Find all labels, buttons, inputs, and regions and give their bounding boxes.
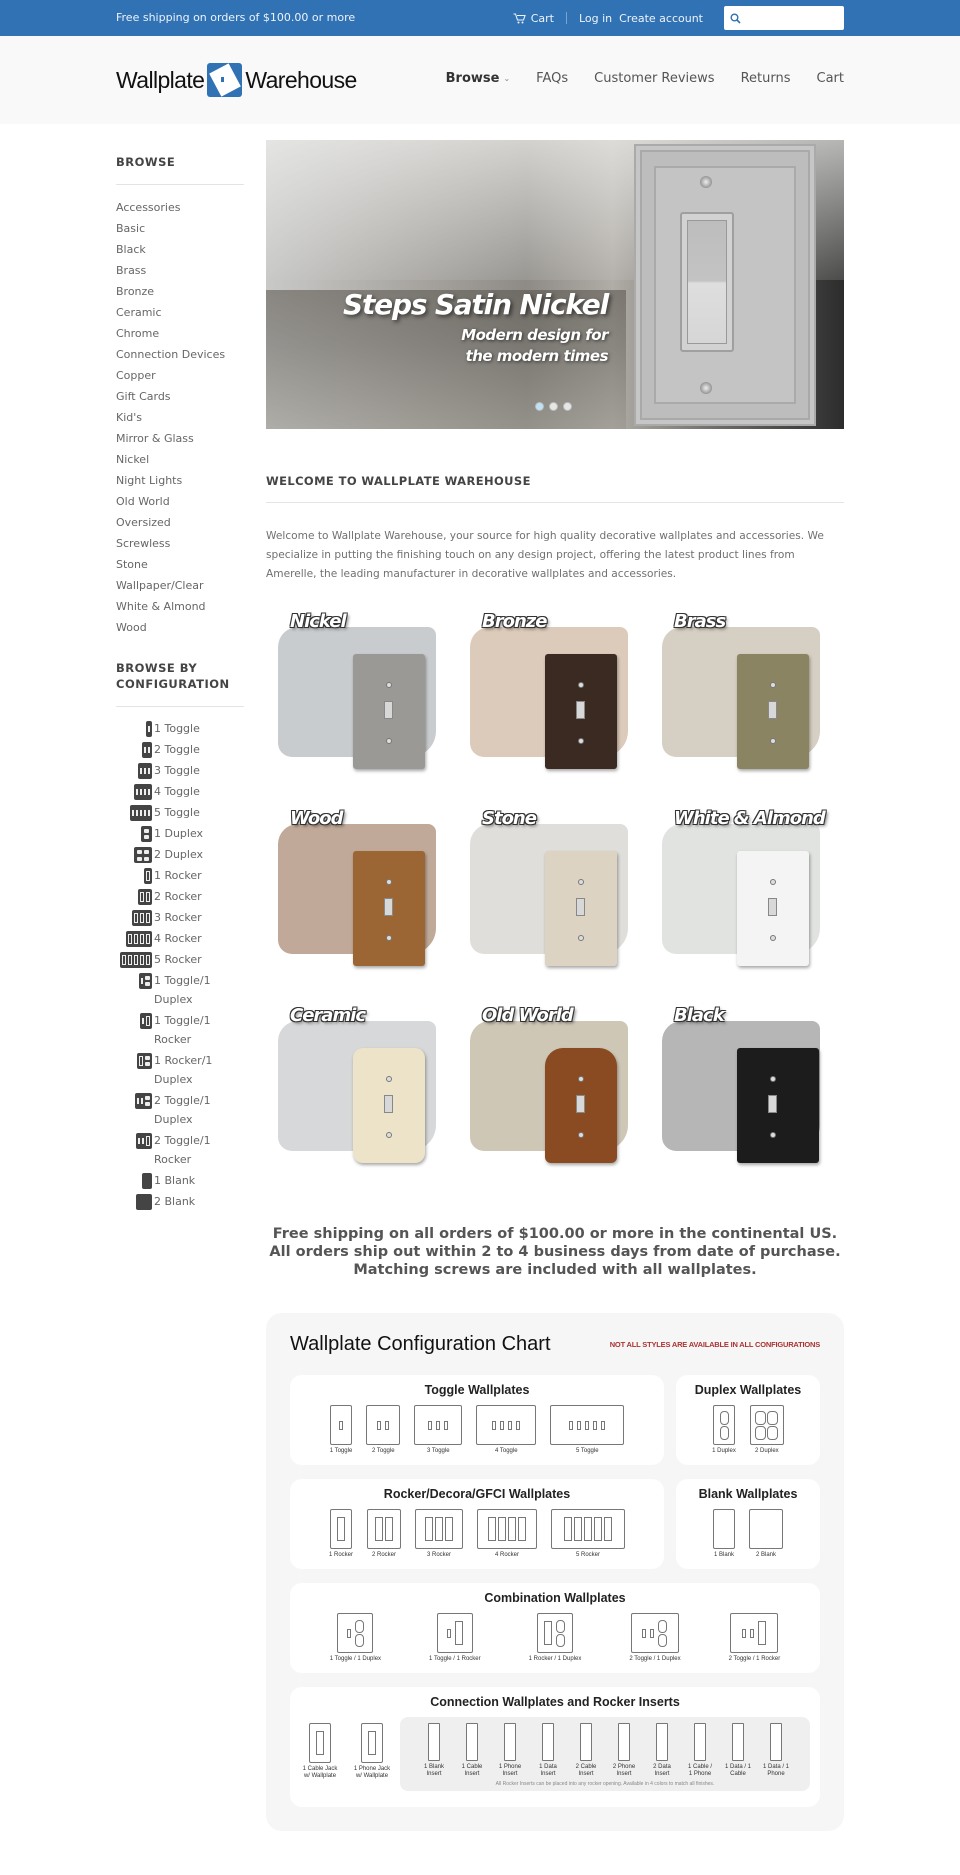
item-label: 2 Rocker xyxy=(371,1552,396,1558)
config-label: 5 Rocker xyxy=(154,953,202,966)
rocker-1-icon xyxy=(144,868,152,884)
finish-tile-bronze[interactable] xyxy=(458,611,650,789)
site-logo[interactable] xyxy=(116,63,357,97)
shipping-line: Free shipping on all orders of $100.00 or more in the continental US. xyxy=(272,1226,838,1242)
duplex-1-plate-icon xyxy=(713,1405,735,1445)
toggle-2-icon xyxy=(142,742,152,758)
toggle-4-icon xyxy=(134,784,152,800)
box-title: Blank Wallplates xyxy=(698,1487,798,1501)
insert-icon xyxy=(656,1723,668,1761)
toggle-rocker-plate-icon xyxy=(437,1613,473,1653)
item-label: 2 Cable Insert xyxy=(575,1764,597,1777)
duplex-wallplates-box xyxy=(676,1375,820,1465)
blank-1-plate-icon xyxy=(713,1509,735,1549)
item-label: 1 Toggle xyxy=(329,1448,353,1454)
item-label: 3 Rocker xyxy=(426,1552,451,1558)
rocker-3-plate-icon xyxy=(415,1509,463,1549)
config-label: 1 Toggle/1 Duplex xyxy=(154,974,211,1006)
divider xyxy=(116,184,244,185)
item-label: 1 Toggle / 1 Rocker xyxy=(429,1656,481,1662)
config-link[interactable] xyxy=(116,1051,244,1089)
shipping-line: All orders ship out within 2 to 4 business days from date of purchase. xyxy=(269,1244,841,1260)
category-link[interactable]: Stone xyxy=(116,558,148,571)
config-link[interactable] xyxy=(116,866,244,885)
logo-wallplate-icon xyxy=(207,63,242,97)
box-title: Duplex Wallplates xyxy=(694,1383,802,1397)
category-link[interactable]: Connection Devices xyxy=(116,348,226,361)
category-link[interactable]: Night Lights xyxy=(116,474,183,487)
hero-slideshow[interactable] xyxy=(266,140,844,429)
category-link[interactable]: Basic xyxy=(116,222,146,235)
nav-browse[interactable] xyxy=(446,71,511,86)
config-link[interactable] xyxy=(116,1091,244,1129)
item-label: 4 Toggle xyxy=(494,1448,518,1454)
item-label: 1 Data Insert xyxy=(539,1764,557,1777)
welcome-text: Welcome to Wallplate Warehouse, your source for high quality decorative wallplates and accessories. We specialize in putting the finishing touch on any design project, offering the latest product lines from Amerelle, the leading manufacturer in decorative wallplates and accessories. xyxy=(266,530,824,580)
category-link[interactable]: Oversized xyxy=(116,516,171,529)
config-heading: BROWSE BY CONFIGURATION xyxy=(116,661,230,691)
slide-dot-3[interactable] xyxy=(563,402,572,411)
search-icon[interactable] xyxy=(730,13,741,24)
blank-wallplates-box xyxy=(676,1479,820,1569)
toggle2-duplex-plate-icon xyxy=(631,1613,679,1653)
category-link[interactable]: Chrome xyxy=(116,327,160,340)
hero-subtitle-line1: Modern design for xyxy=(461,326,608,344)
config-link[interactable] xyxy=(116,908,244,927)
duplex-2-plate-icon xyxy=(750,1405,784,1445)
finish-tile-white-almond[interactable] xyxy=(650,808,842,986)
config-link[interactable] xyxy=(116,824,244,843)
config-label: 1 Rocker xyxy=(154,869,202,882)
welcome-heading: WELCOME TO WALLPLATE WAREHOUSE xyxy=(266,474,531,488)
finish-tile-ceramic[interactable] xyxy=(266,1005,458,1183)
config-label: 5 Toggle xyxy=(154,806,200,819)
item-label: 5 Toggle xyxy=(575,1448,599,1454)
hero-title: Steps Satin Nickel xyxy=(343,288,608,321)
category-link[interactable]: Ceramic xyxy=(116,306,162,319)
category-list xyxy=(116,197,244,638)
config-label: 2 Blank xyxy=(154,1195,196,1208)
config-label: 1 Rocker/1 Duplex xyxy=(154,1054,213,1086)
finish-tile-stone[interactable] xyxy=(458,808,650,986)
toggle-5-plate-icon xyxy=(550,1405,624,1445)
category-link[interactable]: Nickel xyxy=(116,453,150,466)
box-title: Rocker/Decora/GFCI Wallplates xyxy=(383,1487,571,1501)
finish-tile-brass[interactable] xyxy=(650,611,842,789)
divider xyxy=(116,706,244,707)
browse-heading: BROWSE xyxy=(116,155,176,169)
finish-tile-old-world[interactable] xyxy=(458,1005,650,1183)
config-link[interactable] xyxy=(116,845,244,864)
finish-label: Wood xyxy=(290,808,343,829)
config-link[interactable] xyxy=(116,971,244,1009)
account-links xyxy=(513,6,844,30)
config-label: 4 Rocker xyxy=(154,932,202,945)
item-label: 1 Cable Insert xyxy=(461,1764,483,1777)
config-link[interactable] xyxy=(116,887,244,906)
inserts-footnote: All Rocker Inserts can be placed into any rocker opening. Available in 4 colors to match all finishes. xyxy=(495,1781,715,1787)
item-label: 1 Toggle / 1 Duplex xyxy=(329,1656,382,1662)
box-title: Connection Wallplates and Rocker Inserts xyxy=(430,1695,680,1709)
rocker-duplex-plate-icon xyxy=(537,1613,573,1653)
toggle-duplex-plate-icon xyxy=(337,1613,373,1653)
hero-wallplate-image xyxy=(640,150,810,420)
insert-icon xyxy=(732,1723,744,1761)
sidebar xyxy=(116,140,244,1871)
insert-icon xyxy=(694,1723,706,1761)
rocker-duplex-icon xyxy=(137,1053,152,1069)
login-link[interactable]: Log in xyxy=(578,11,613,25)
config-label: 4 Toggle xyxy=(154,785,200,798)
finish-tile-wood[interactable] xyxy=(266,808,458,986)
screw-icon xyxy=(700,176,712,188)
item-label: 1 Rocker xyxy=(328,1552,353,1558)
chevron-down-icon: ⌄ xyxy=(503,74,511,83)
finish-label: Nickel xyxy=(290,611,346,632)
config-link[interactable] xyxy=(116,803,244,822)
box-title: Combination Wallplates xyxy=(484,1591,626,1605)
toggle-1-icon xyxy=(146,721,152,737)
hero-subtitle xyxy=(461,325,608,367)
slide-dot-1[interactable] xyxy=(535,402,544,411)
nav-browse-label: Browse xyxy=(445,71,500,86)
insert-icon xyxy=(770,1723,782,1761)
main-nav xyxy=(446,71,844,86)
cart-icon xyxy=(513,13,526,24)
combination-wallplates-box xyxy=(290,1583,820,1673)
config-link[interactable] xyxy=(116,1192,244,1211)
finish-grid xyxy=(266,611,844,1183)
chart-note: NOT ALL STYLES ARE AVAILABLE IN ALL CONFIGURATIONS xyxy=(609,1339,820,1349)
insert-icon xyxy=(618,1723,630,1761)
config-label: 1 Toggle/1 Rocker xyxy=(154,1014,211,1046)
toggle-5-icon xyxy=(130,805,152,821)
screw-icon xyxy=(700,382,712,394)
rocker-inserts-panel xyxy=(400,1717,810,1791)
item-label: 1 Blank Insert xyxy=(423,1764,444,1777)
blank-2-plate-icon xyxy=(749,1509,783,1549)
toggle2-duplex-icon xyxy=(135,1093,152,1109)
configuration-chart xyxy=(266,1313,844,1831)
config-label: 2 Toggle/1 Duplex xyxy=(154,1094,211,1126)
config-link[interactable] xyxy=(116,719,244,738)
category-link[interactable]: Copper xyxy=(116,369,156,382)
create-account-link[interactable]: Create account xyxy=(619,11,703,25)
cart-label: Cart xyxy=(530,11,554,25)
rocker-4-plate-icon xyxy=(477,1509,537,1549)
configuration-list xyxy=(116,719,244,1211)
top-cart-link[interactable] xyxy=(513,12,554,25)
finish-label: Ceramic xyxy=(290,1005,366,1026)
rocker-2-icon xyxy=(138,889,152,905)
finish-label: Old World xyxy=(482,1005,573,1026)
duplex-1-icon xyxy=(141,826,152,842)
connection-wallplates-box xyxy=(290,1687,820,1807)
logo-text-left: Wallplate xyxy=(116,66,205,93)
divider xyxy=(566,12,567,24)
config-label: 1 Toggle xyxy=(154,722,200,735)
search-input[interactable] xyxy=(745,8,841,28)
item-label: 1 Duplex xyxy=(712,1448,736,1454)
rocker-3-icon xyxy=(132,910,152,926)
insert-icon xyxy=(504,1723,516,1761)
config-link[interactable] xyxy=(116,929,244,948)
item-label: 2 Toggle / 1 Rocker xyxy=(728,1656,781,1662)
hero-subtitle-line2: the modern times xyxy=(465,347,608,365)
category-link[interactable]: Black xyxy=(116,243,146,256)
toggle-rocker-icon xyxy=(140,1013,152,1029)
category-link[interactable]: Bronze xyxy=(116,285,155,298)
nav-returns[interactable]: Returns xyxy=(740,71,791,86)
item-label: 2 Toggle / 1 Duplex xyxy=(629,1656,681,1662)
item-label: 3 Toggle xyxy=(426,1448,450,1454)
config-label: 2 Toggle xyxy=(154,743,200,756)
rocker-5-plate-icon xyxy=(551,1509,625,1549)
shipping-notice xyxy=(266,1225,844,1279)
insert-icon xyxy=(466,1723,478,1761)
slide-dot-2[interactable] xyxy=(549,402,558,411)
blank-1-icon xyxy=(142,1173,152,1189)
nav-customer-reviews[interactable]: Customer Reviews xyxy=(594,71,715,86)
item-label: 1 Phone Jack w/ Wallplate xyxy=(353,1766,391,1779)
shipping-line: Matching screws are included with all wallplates. xyxy=(353,1262,757,1278)
toggle-4-plate-icon xyxy=(476,1405,536,1445)
category-link[interactable]: Brass xyxy=(116,264,147,277)
nav-faqs[interactable]: FAQs xyxy=(536,71,569,86)
insert-icon xyxy=(580,1723,592,1761)
finish-label: White & Almond xyxy=(674,808,825,829)
config-link[interactable] xyxy=(116,950,244,969)
item-label: 1 Rocker / 1 Duplex xyxy=(528,1656,582,1662)
config-label: 1 Blank xyxy=(154,1174,196,1187)
insert-icon xyxy=(428,1723,440,1761)
item-label: 2 Duplex xyxy=(755,1448,779,1454)
config-label: 1 Duplex xyxy=(154,827,204,840)
category-link[interactable]: Wallpaper/Clear xyxy=(116,579,204,592)
finish-tile-nickel[interactable] xyxy=(266,611,458,789)
item-label: 1 Data / 1 Phone xyxy=(762,1764,789,1777)
nav-cart[interactable]: Cart xyxy=(816,71,844,86)
finish-label: Brass xyxy=(674,611,726,632)
logo-text-right: Warehouse xyxy=(245,66,357,93)
item-label: 2 Toggle xyxy=(371,1448,395,1454)
item-label: 2 Blank xyxy=(755,1552,776,1558)
config-link[interactable] xyxy=(116,1171,244,1190)
free-shipping-text: Free shipping on orders of $100.00 or more xyxy=(116,11,356,24)
config-link[interactable] xyxy=(116,1131,244,1169)
toggle-duplex-icon xyxy=(139,973,152,989)
config-label: 2 Toggle/1 Rocker xyxy=(154,1134,211,1166)
toggle-3-plate-icon xyxy=(414,1405,462,1445)
insert-icon xyxy=(542,1723,554,1761)
category-link[interactable]: Kid's xyxy=(116,411,143,424)
toggle-wallplates-box xyxy=(290,1375,664,1465)
category-link[interactable]: White & Almond xyxy=(116,600,206,613)
item-label: 1 Data / 1 Cable xyxy=(724,1764,751,1777)
finish-label: Bronze xyxy=(482,611,547,632)
item-label: 1 Phone Insert xyxy=(498,1764,522,1777)
rocker-1-plate-icon xyxy=(330,1509,352,1549)
chart-title: Wallplate Configuration Chart xyxy=(290,1332,551,1355)
item-label: 5 Rocker xyxy=(575,1552,600,1558)
item-label: 1 Cable / 1 Phone xyxy=(687,1764,712,1777)
rocker-5-icon xyxy=(120,952,152,968)
divider xyxy=(266,502,844,503)
announcement-bar xyxy=(0,0,960,36)
category-link[interactable]: Screwless xyxy=(116,537,171,550)
item-label: 2 Data Insert xyxy=(653,1764,671,1777)
site-header xyxy=(0,36,960,124)
duplex-2-icon xyxy=(134,847,152,863)
category-link[interactable]: Accessories xyxy=(116,201,181,214)
cable-jack-plate-icon xyxy=(309,1723,331,1763)
finish-tile-black[interactable] xyxy=(650,1005,842,1183)
slide-indicators xyxy=(535,402,572,411)
search-box[interactable] xyxy=(724,6,844,30)
category-link[interactable]: Mirror & Glass xyxy=(116,432,194,445)
toggle2-rocker-icon xyxy=(136,1133,152,1149)
main-content xyxy=(266,140,844,1871)
toggle-3-icon xyxy=(138,763,152,779)
item-label: 2 Phone Insert xyxy=(612,1764,636,1777)
toggle-2-plate-icon xyxy=(366,1405,400,1445)
config-link[interactable] xyxy=(116,740,244,759)
config-link[interactable] xyxy=(116,1011,244,1049)
config-label: 2 Rocker xyxy=(154,890,202,903)
rocker-4-icon xyxy=(126,931,152,947)
item-label: 4 Rocker xyxy=(494,1552,519,1558)
item-label: 1 Blank xyxy=(713,1552,734,1558)
phone-jack-plate-icon xyxy=(361,1723,383,1763)
config-label: 3 Rocker xyxy=(154,911,202,924)
rocker-wallplates-box xyxy=(290,1479,664,1569)
box-title: Toggle Wallplates xyxy=(424,1383,530,1397)
config-label: 3 Toggle xyxy=(154,764,200,777)
finish-label: Black xyxy=(674,1005,724,1026)
toggle-1-plate-icon xyxy=(330,1405,352,1445)
rocker-switch xyxy=(680,212,734,352)
item-label: 1 Cable Jack w/ Wallplate xyxy=(302,1766,338,1779)
config-label: 2 Duplex xyxy=(154,848,204,861)
category-link[interactable]: Gift Cards xyxy=(116,390,171,403)
config-link[interactable] xyxy=(116,761,244,780)
category-link[interactable]: Wood xyxy=(116,621,147,634)
config-link[interactable] xyxy=(116,782,244,801)
finish-label: Stone xyxy=(482,808,536,829)
rocker-2-plate-icon xyxy=(367,1509,401,1549)
main-layout xyxy=(116,124,844,1871)
blank-2-icon xyxy=(136,1194,152,1210)
toggle2-rocker-plate-icon xyxy=(730,1613,778,1653)
category-link[interactable]: Old World xyxy=(116,495,170,508)
welcome-section xyxy=(266,474,844,584)
